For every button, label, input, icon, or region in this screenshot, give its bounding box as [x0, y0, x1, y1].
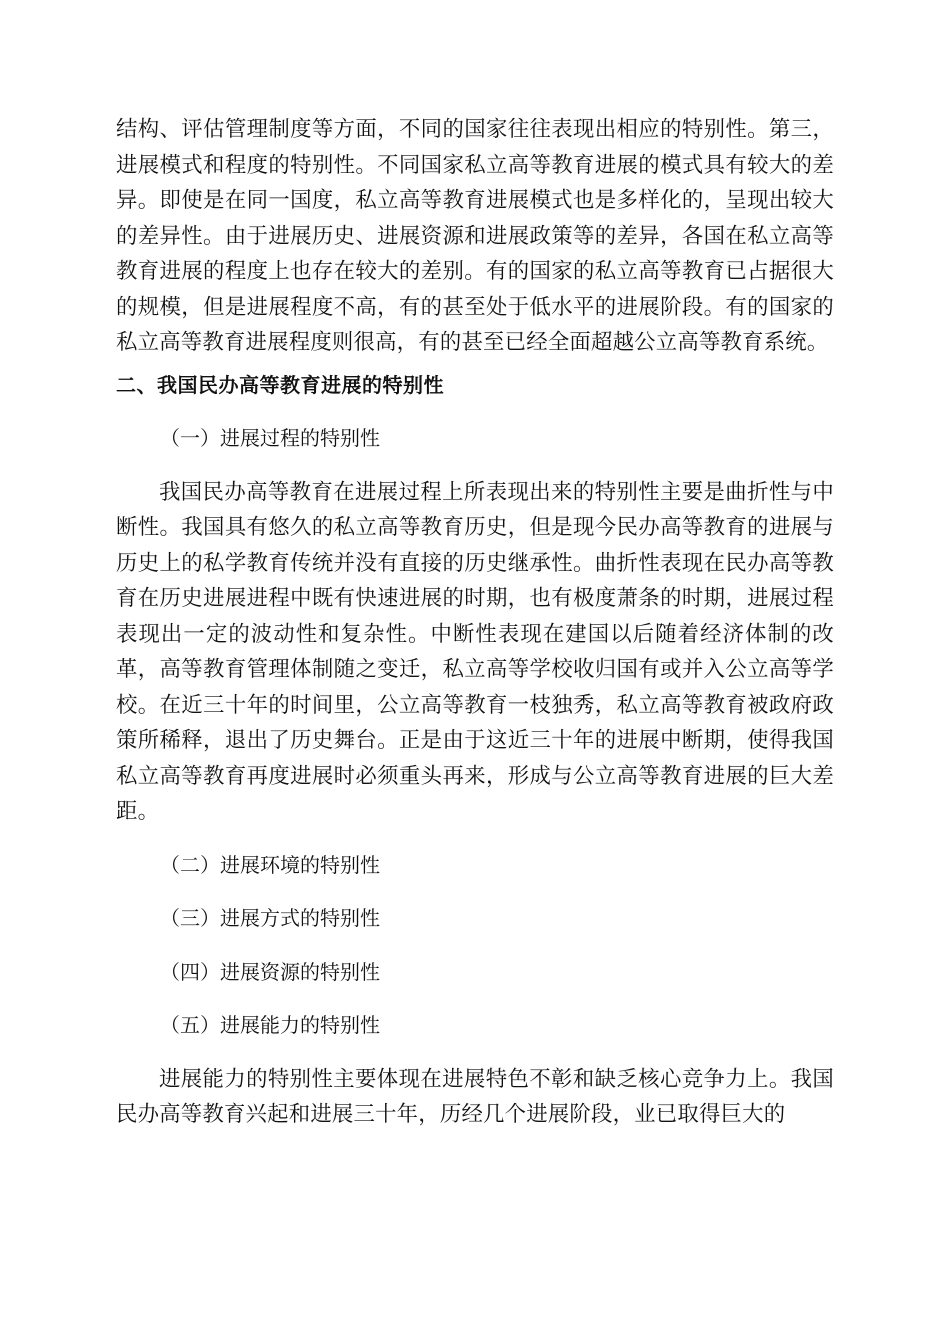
- body-paragraph: 我国民办高等教育在进展过程上所表现出来的特别性主要是曲折性与中断性。我国具有悠久的私立高等教育历史，但是现今民办高等教育的进展与历史上的私学教育传统并没有直接的历史继承性。曲折性表现在民办高等教育在历史进展进程中既有快速进展的时期，也有极度萧条的时期，进展过程表现出一定的波动性和复杂性。中断性表现在建国以后随着经济体制的改革，高等教育管理体制随之变迁，私立高等学校收归国有或并入公立高等学校。在近三十年的时间里，公立高等教育一枝独秀，私立高等教育被政府政策所稀释，退出了历史舞台。正是由于这近三十年的进展中断期，使得我国私立高等教育再度进展时必须重头再来，形成与公立高等教育进展的巨大差距。: [116, 479, 834, 824]
- subsection-heading: （四）进展资源的特别性: [160, 959, 380, 984]
- subsection-heading: （二）进展环境的特别性: [160, 852, 380, 877]
- document-body: [116, 112, 834, 1133]
- section-heading: 二、我国民办高等教育进展的特别性: [116, 372, 444, 397]
- body-paragraph: 结构、评估管理制度等方面，不同的国家往往表现出相应的特别性。第三，进展模式和程度的特别性。不同国家私立高等教育进展的模式具有较大的差异。即使是在同一国度，私立高等教育进展模式也是多样化的，呈现出较大的差异性。由于进展历史、进展资源和进展政策等的差异，各国在私立高等教育进展的程度上也存在较大的差别。有的国家的私立高等教育已占据很大的规模，但是进展程度不高，有的甚至处于低水平的进展阶段。有的国家的私立高等教育进展程度则很高，有的甚至已经全面超越公立高等教育系统。: [116, 117, 834, 355]
- subsection-heading: （三）进展方式的特别性: [160, 906, 380, 930]
- subsection-heading: （五）进展能力的特别性: [160, 1013, 380, 1037]
- body-paragraph: 进展能力的特别性主要体现在进展特色不彰和缺乏核心竞争力上。我国民办高等教育兴起和进展三十年，历经几个进展阶段，业已取得巨大的: [116, 1066, 834, 1127]
- subsection-heading: （一）进展过程的特别性: [160, 426, 380, 450]
